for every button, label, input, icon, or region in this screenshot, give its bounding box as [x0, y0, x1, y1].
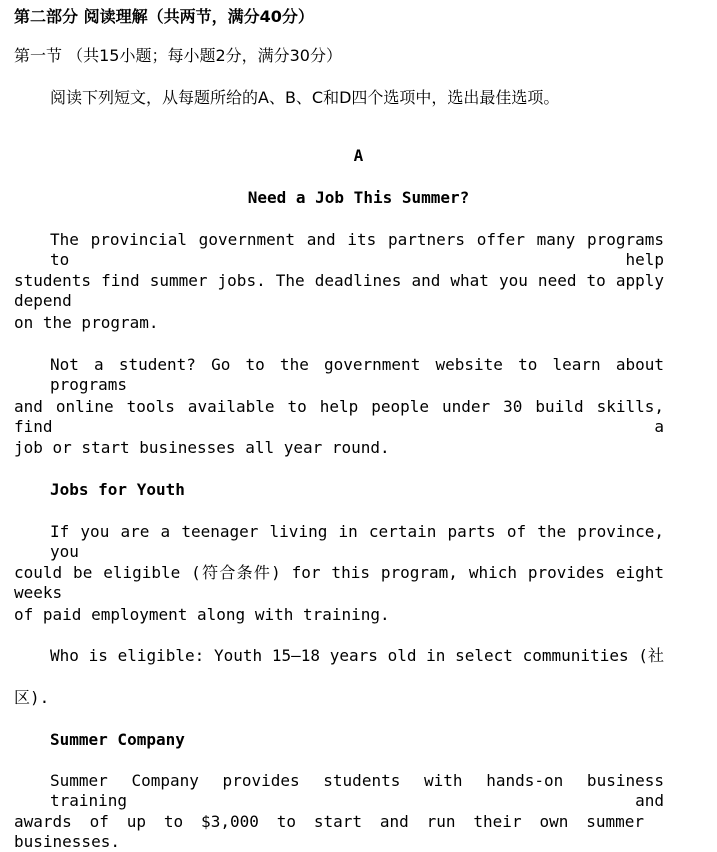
passage-title: Need a Job This Summer?	[247, 188, 470, 207]
paragraph-2-line-2: and online tools available to help people under 30 build skills, find a	[14, 397, 664, 436]
section-heading: 第一节 （共15小题；每小题2分，满分30分）	[14, 46, 342, 65]
paragraph-5-line-2: awards of up to $3,000 to start and run their own summer businesses.	[14, 812, 644, 851]
paragraph-4-line-2: 区).	[14, 688, 50, 707]
paragraph-3-line-2: could be eligible (符合条件) for this program, which provides eight weeks	[14, 563, 664, 602]
subheading-jobs-for-youth: Jobs for Youth	[50, 480, 185, 499]
instruction: 阅读下列短文，从每题所给的A、B、C和D四个选项中，选出最佳选项。	[50, 88, 560, 107]
paragraph-2-line-3: job or start businesses all year round.	[14, 438, 390, 457]
passage-label: A	[353, 146, 364, 165]
part-heading: 第二部分 阅读理解（共两节，满分40分）	[14, 7, 314, 26]
paragraph-3-line-1: If you are a teenager living in certain parts of the province, you	[50, 522, 664, 561]
paragraph-3-line-3: of paid employment along with training.	[14, 605, 390, 624]
paragraph-1-line-3: on the program.	[14, 313, 159, 332]
paragraph-1-line-1: The provincial government and its partners offer many programs to help	[50, 230, 664, 269]
paragraph-2-line-1: Not a student? Go to the government website to learn about programs	[50, 355, 664, 394]
paragraph-1-line-2: students find summer jobs. The deadlines and what you need to apply depend	[14, 271, 664, 310]
subheading-summer-company: Summer Company	[50, 730, 185, 749]
paragraph-5-line-1: Summer Company provides students with hands-on business training and	[50, 771, 664, 810]
paragraph-4-line-1: Who is eligible: Youth 15—18 years old in select communities (社	[50, 646, 664, 665]
